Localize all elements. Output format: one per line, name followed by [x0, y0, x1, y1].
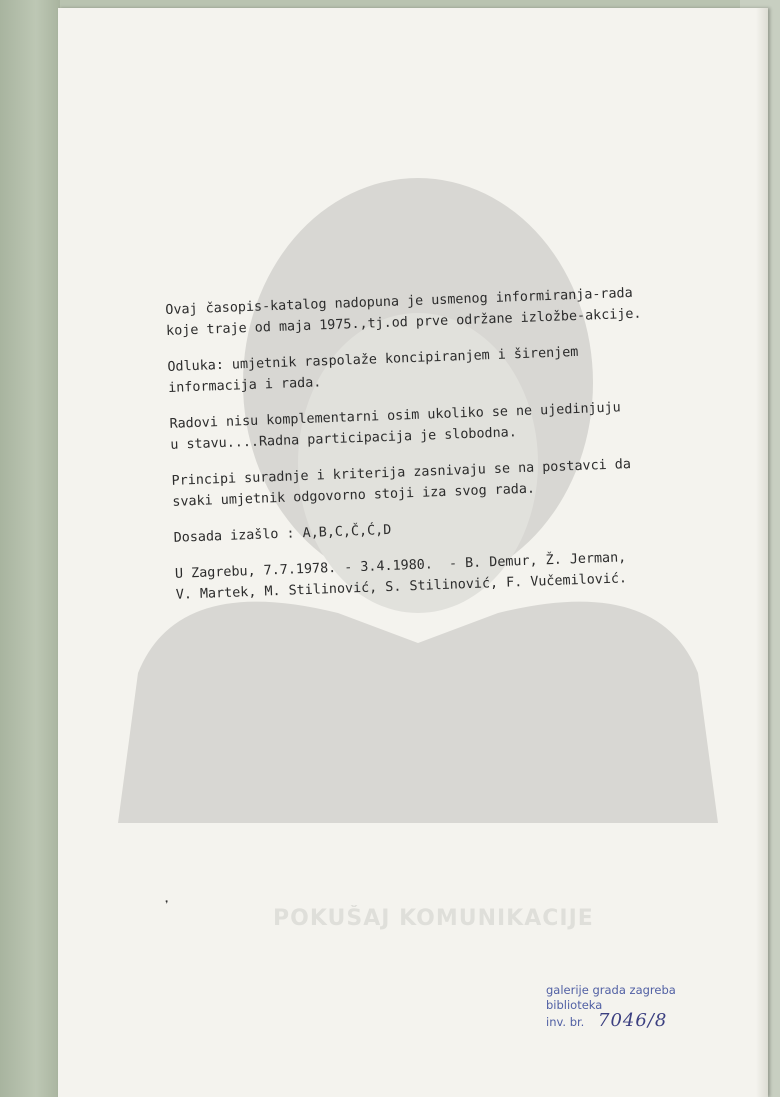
- document-page: [58, 8, 768, 1097]
- paragraph-works: Radovi nisu komplementarni osim ukoliko se ne ujedinjuju u stavu....Radna participacija je slobodna.: [169, 400, 622, 453]
- book-binding: [0, 0, 60, 1097]
- page-edge-shadow: [756, 8, 768, 1097]
- library-stamp: [546, 983, 676, 1030]
- faded-title: POKUŠAJ KOMUNIKACIJE: [273, 906, 594, 931]
- ink-mark: ❜: [163, 898, 171, 912]
- stamp-line-library: biblioteka: [546, 998, 603, 1012]
- typewritten-text: [165, 279, 736, 620]
- paragraph-principles: Principi suradnje i kriterija zasnivaju se na postavci da svaki umjetnik odgovorno stoji iza svog rada.: [171, 457, 632, 510]
- stamp-inventory-label: inv. br.: [546, 1015, 585, 1029]
- handwritten-inventory-number: 7046/8: [598, 1010, 668, 1031]
- paragraph-decision: Odluka: umjetnik raspolaže koncipiranjem i širenjem informacija i rada.: [167, 344, 579, 396]
- stamp-line-gallery: galerije grada zagreba: [546, 983, 676, 997]
- paragraph-intro: Ovaj časopis-katalog nadopuna je usmenog informiranja-rada koje traje od maja 1975.,tj.od prve održane izložbe-akcije.: [165, 285, 642, 339]
- paragraph-issues: Dosada izašlo : A,B,C,Č,Ć,D: [173, 522, 392, 546]
- paragraph-signatures: U Zagrebu, 7.7.1978. - 3.4.1980. - B. Demur, Ž. Jerman, V. Martek, M. Stilinović, S. Stilinović, F. Vučemilović.: [174, 550, 628, 603]
